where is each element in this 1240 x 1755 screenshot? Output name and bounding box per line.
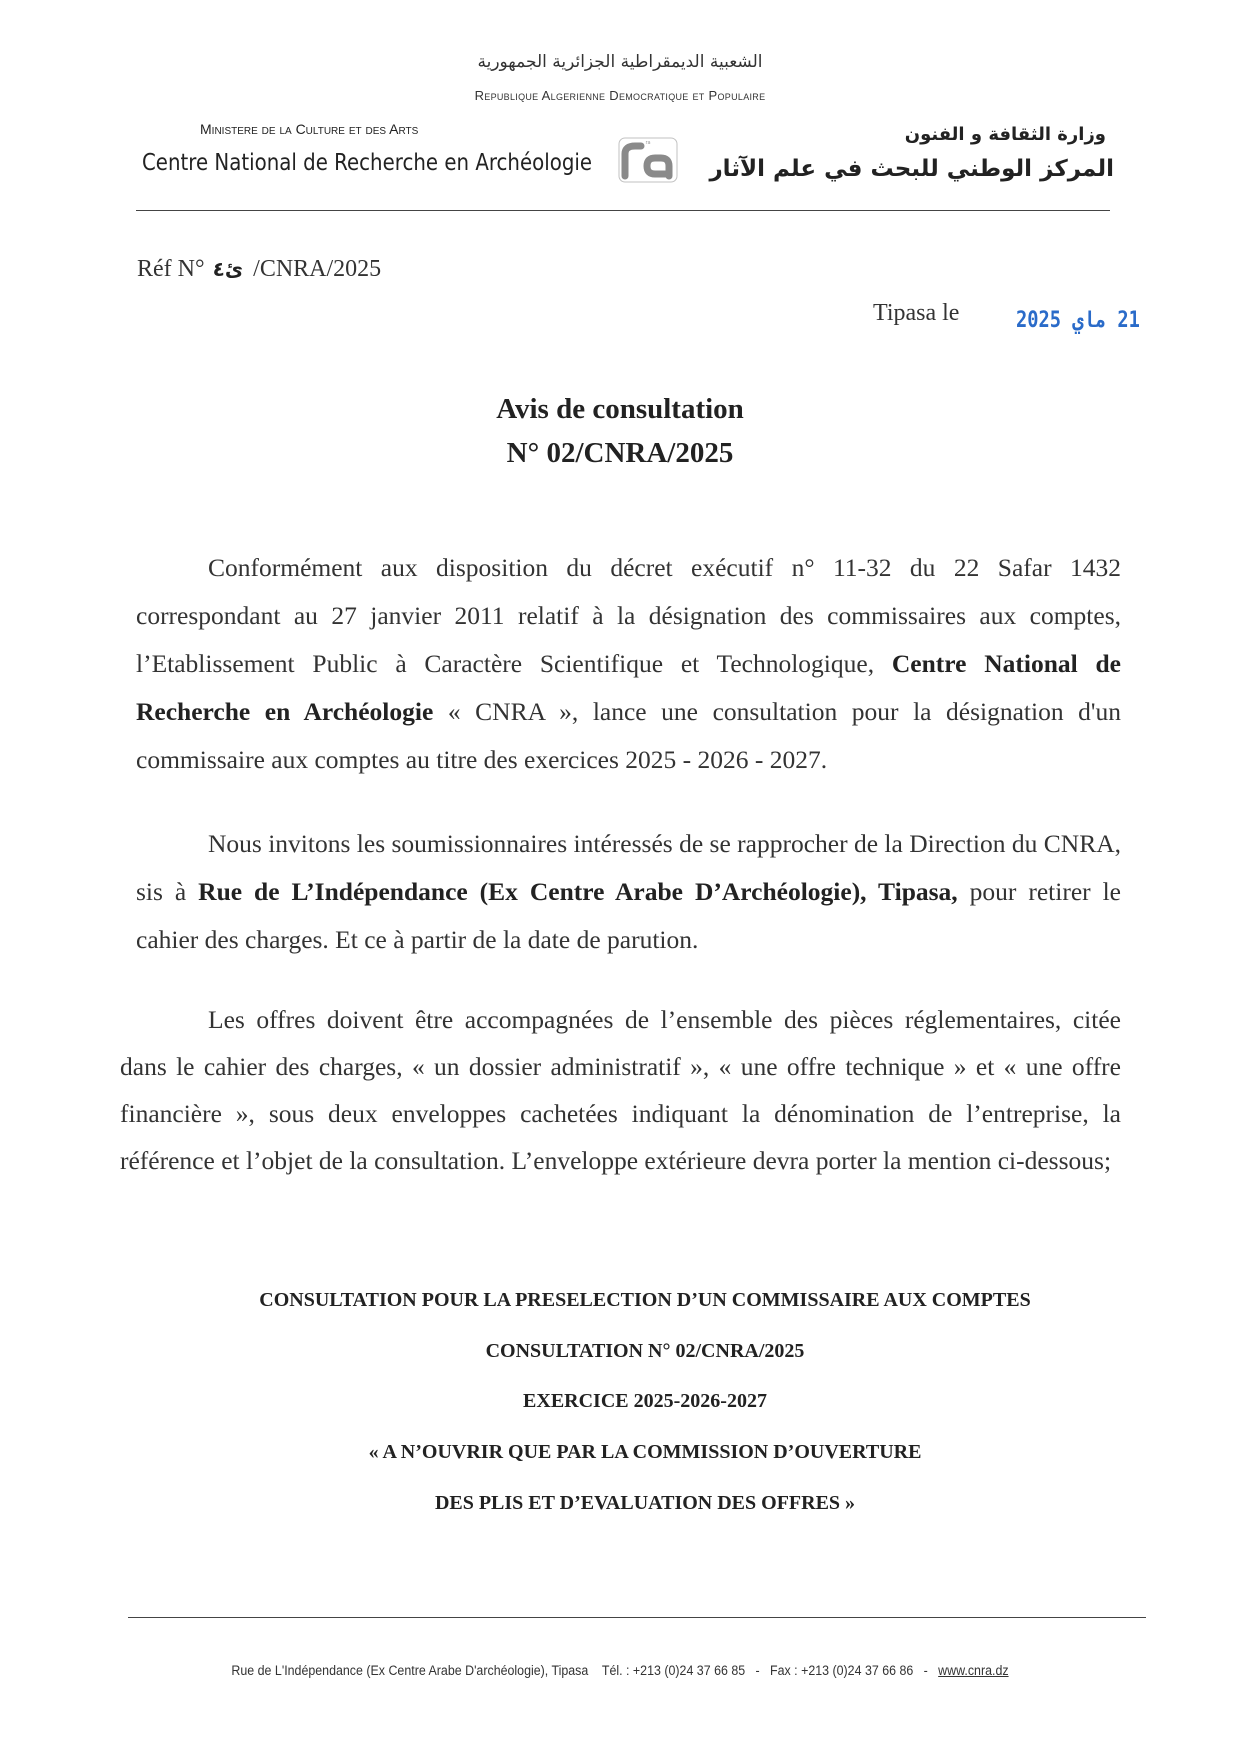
paragraph-2-text-b: pour retirer le cahier des charges. Et ce à partir de la date de parution. xyxy=(136,877,1121,954)
reference-number xyxy=(137,256,381,283)
envelope-line-5: DES PLIS ET D’EVALUATION DES OFFRES » xyxy=(434,1492,856,1514)
footer-phone: Tél. : +213 (0)24 37 66 85 xyxy=(601,1663,746,1678)
footer-separator-1: - xyxy=(755,1663,760,1678)
document-title: Avis de consultation xyxy=(496,393,744,425)
reference-prefix: Réf N° xyxy=(137,256,205,282)
paragraph-1-bold: Centre National de Recherche en Archéologie xyxy=(136,649,1121,726)
envelope-line-1: CONSULTATION POUR LA PRESELECTION D’UN COMMISSAIRE AUX COMPTES xyxy=(259,1289,1031,1311)
ministry-name-french: Ministere de la Culture et des Arts xyxy=(200,121,419,137)
envelope-line-3: EXERCICE 2025-2026-2027 xyxy=(523,1390,767,1412)
reference-suffix: /CNRA/2025 xyxy=(253,256,382,282)
envelope-line-4: « A N’OUVRIR QUE PAR LA COMMISSION D’OUVERTURE xyxy=(368,1441,922,1463)
paragraph-1-text-b: « CNRA », lance une consultation pour la désignation d'un commissaire aux comptes au titre des exercices 2025 - 2026 - 2027. xyxy=(136,697,1122,774)
document-number: N° 02/CNRA/2025 xyxy=(506,437,734,469)
paragraph-1-text-a: Conformément aux disposition du décret exécutif n° 11-32 du 22 Safar 1432 correspondant au 27 janvier 2011 relatif à la désignation des commissaires aux comptes, l’Etablissement Public à Caractère Scientifique et Technologique, xyxy=(136,553,1121,678)
paragraph-2-text-a: Nous invitons les soumissionnaires intéressés de se rapprocher de la Direction du CNRA, sis à xyxy=(136,829,1121,906)
logo-lettering: ra xyxy=(645,140,651,146)
footer-website-link[interactable]: www.cnra.dz xyxy=(938,1663,1009,1678)
republic-name-french: Republique Algerienne Democratique et Populaire xyxy=(474,88,766,103)
envelope-line-2: CONSULTATION N° 02/CNRA/2025 xyxy=(485,1340,805,1362)
date-stamp: 21 ماي 2025 xyxy=(1016,308,1140,333)
footer-separator-2: - xyxy=(923,1663,928,1678)
center-name-french: Centre National de Recherche en Archéologie xyxy=(142,150,593,176)
date-label: Tipasa le xyxy=(873,300,960,326)
cnra-logo-icon xyxy=(617,136,679,184)
footer-fax: Fax : +213 (0)24 37 66 86 xyxy=(770,1663,914,1678)
center-name-arabic: المركز الوطني للبحث في علم الآثار xyxy=(709,156,1114,182)
handwritten-reference-mark: ئ٤ xyxy=(212,257,244,281)
paragraph-invitation xyxy=(136,820,1121,964)
footer-contact xyxy=(50,1663,1191,1678)
paragraph-introduction xyxy=(136,544,1121,784)
header-divider xyxy=(136,210,1110,211)
ministry-name-arabic: وزارة الثقافة و الفنون xyxy=(904,124,1106,145)
paragraph-offers: Les offres doivent être accompagnées de l’ensemble des pièces réglementaires, citée dans le cahier des charges, « un dossier administratif », « une offre technique » et « une offre financière », sous deux enveloppes cachetées indiquant la dénomination de l’entreprise, la référence et l’objet de la consultation. L’enveloppe extérieure devra porter la mention ci-dessous; xyxy=(120,1005,1121,1175)
footer-address: Rue de L'Indépendance (Ex Centre Arabe D'archéologie), Tipasa xyxy=(231,1663,589,1678)
paragraph-2-bold: Rue de L’Indépendance (Ex Centre Arabe D’Archéologie), Tipasa, xyxy=(198,877,958,906)
republic-name-arabic: الشعبية الديمقراطية الجزائرية الجمهورية xyxy=(477,52,763,72)
footer-divider xyxy=(128,1617,1146,1618)
